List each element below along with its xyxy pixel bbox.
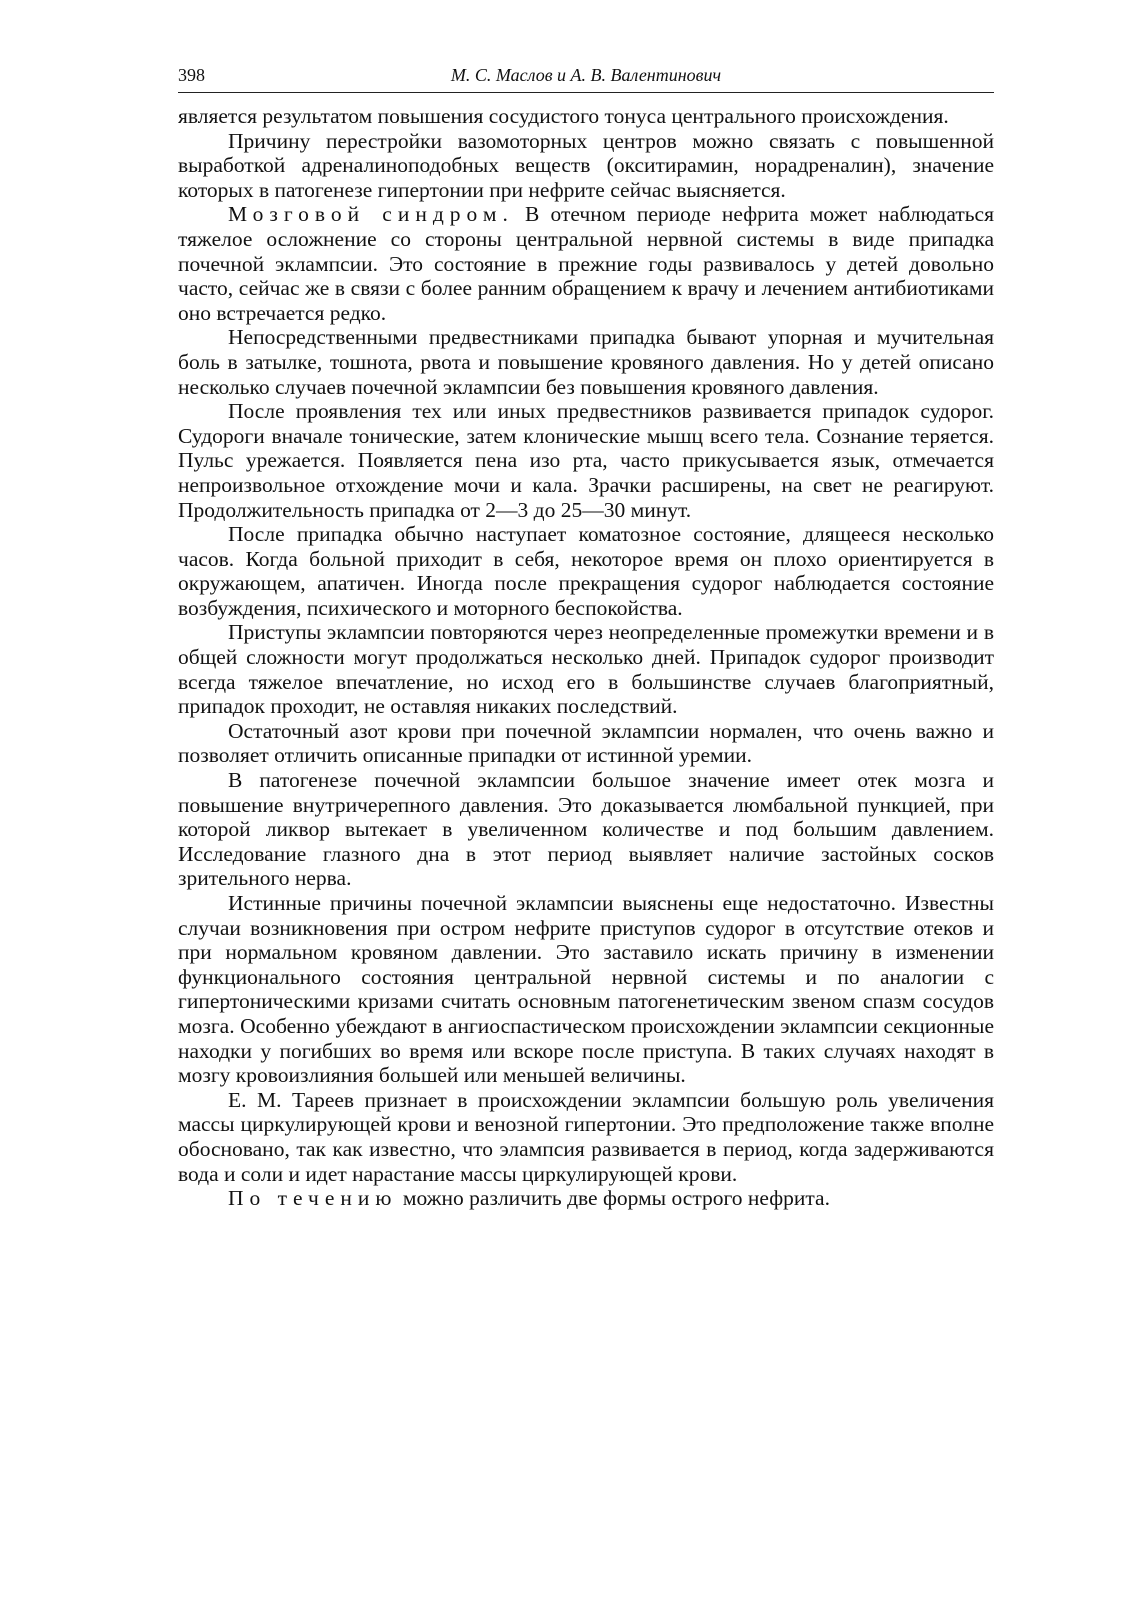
section-lead-brain-syndrome: Мозговой синдром. [228,202,514,227]
paragraph: Причину перестройки вазомоторных центров можно связать с повышенной выработкой адреналиноподобных веществ (окситирамин, норадреналин), значение которых в патогенезе гипертонии при нефрите сейчас выясняется. [178,128,994,202]
paragraph: Истинные причины почечной эклампсии выяснены еще недостаточно. Известны случаи возникновения при остром нефрите приступов судорог в отсутствие отеков и при нормальном кровяном давлении. Это заставило искать причину в изменении функционального состояния центральной нервной системы и по аналогии с гипертоническими кризами считать основным патогенетическим звеном спазм сосудов мозга. Особенно убеждают в ангиоспастическом происхождении эклампсии секционные находки у погибших во время или вскоре после приступа. В таких случаях находят в мозгу кровоизлияния большей или меньшей величины. [178,891,994,1088]
paragraph: После проявления тех или иных предвестников развивается припадок судорог. Судороги вначале тонические, затем клонические мышц всего тела. Сознание теряется. Пульс урежается. Появляется пена изо рта, часто прикусывается язык, отмечается непроизвольное отхождение мочи и кала. Зрачки расширены, на свет не реагируют. Продолжительность припадка от 2—3 до 25—30 минут. [178,399,994,522]
paragraph: По течению можно различить две формы острого нефрита. [228,1186,830,1211]
running-header [178,58,994,93]
paragraph: Мозговой синдром. В отечном периоде нефрита может наблюдаться тяжелое осложнение со стороны центральной нервной системы в виде припадка почечной эклампсии. Это состояние в прежние годы развивалось у детей довольно часто, сейчас же в связи с более ранним обращением к врачу и лечением антибиотиками оно встречается редко. [178,202,994,325]
paragraph: Остаточный азот крови при почечной эклампсии нормален, что очень важно и позволяет отличить описанные припадки от истинной уремии. [178,718,994,768]
paragraph: Непосредственными предвестниками припадка бывают упорная и мучительная боль в затылке, тошнота, рвота и повышение кровяного давления. Но у детей описано несколько случаев почечной эклампсии без повышения кровяного давления. [178,325,994,399]
paragraph-continuation: является результатом повышения сосудистого тонуса центрального происхождения. [178,104,949,128]
running-title: М. С. Маслов и А. В. Валентинович [450,65,722,85]
body-text [178,104,994,1211]
paragraph: В патогенезе почечной эклампсии большое значение имеет отек мозга и повышение внутричерепного давления. Это доказывается люмбальной пункцией, при которой ликвор вытекает в увеличенном количестве и под большим давлением. Исследование глазного дна в этот период выявляет наличие застойных сосков зрительного нерва. [178,768,994,891]
page-number: 398 [178,65,205,85]
section-lead-course: По течению [228,1186,398,1211]
document-page [178,58,994,1211]
paragraph: Е. М. Тареев признает в происхождении эклампсии большую роль увеличения массы циркулирующей крови и венозной гипертонии. Это предположение также вполне обосновано, так как известно, что элампсия развивается в период, когда задерживаются вода и соли и идет нарастание массы циркулирующей крови. [178,1087,994,1186]
paragraph: Приступы эклампсии повторяются через неопределенные промежутки времени и в общей сложности могут продолжаться несколько дней. Припадок судорог производит всегда тяжелое впечатление, но исход его в большинстве случаев благоприятный, припадок проходит, не оставляя никаких последствий. [178,620,994,719]
paragraph: После припадка обычно наступает коматозное состояние, длящееся несколько часов. Когда больной приходит в себя, некоторое время он плохо ориентируется в окружающем, апатичен. Иногда после прекращения судорог наблюдается состояние возбуждения, психического и моторного беспокойства. [178,522,994,620]
